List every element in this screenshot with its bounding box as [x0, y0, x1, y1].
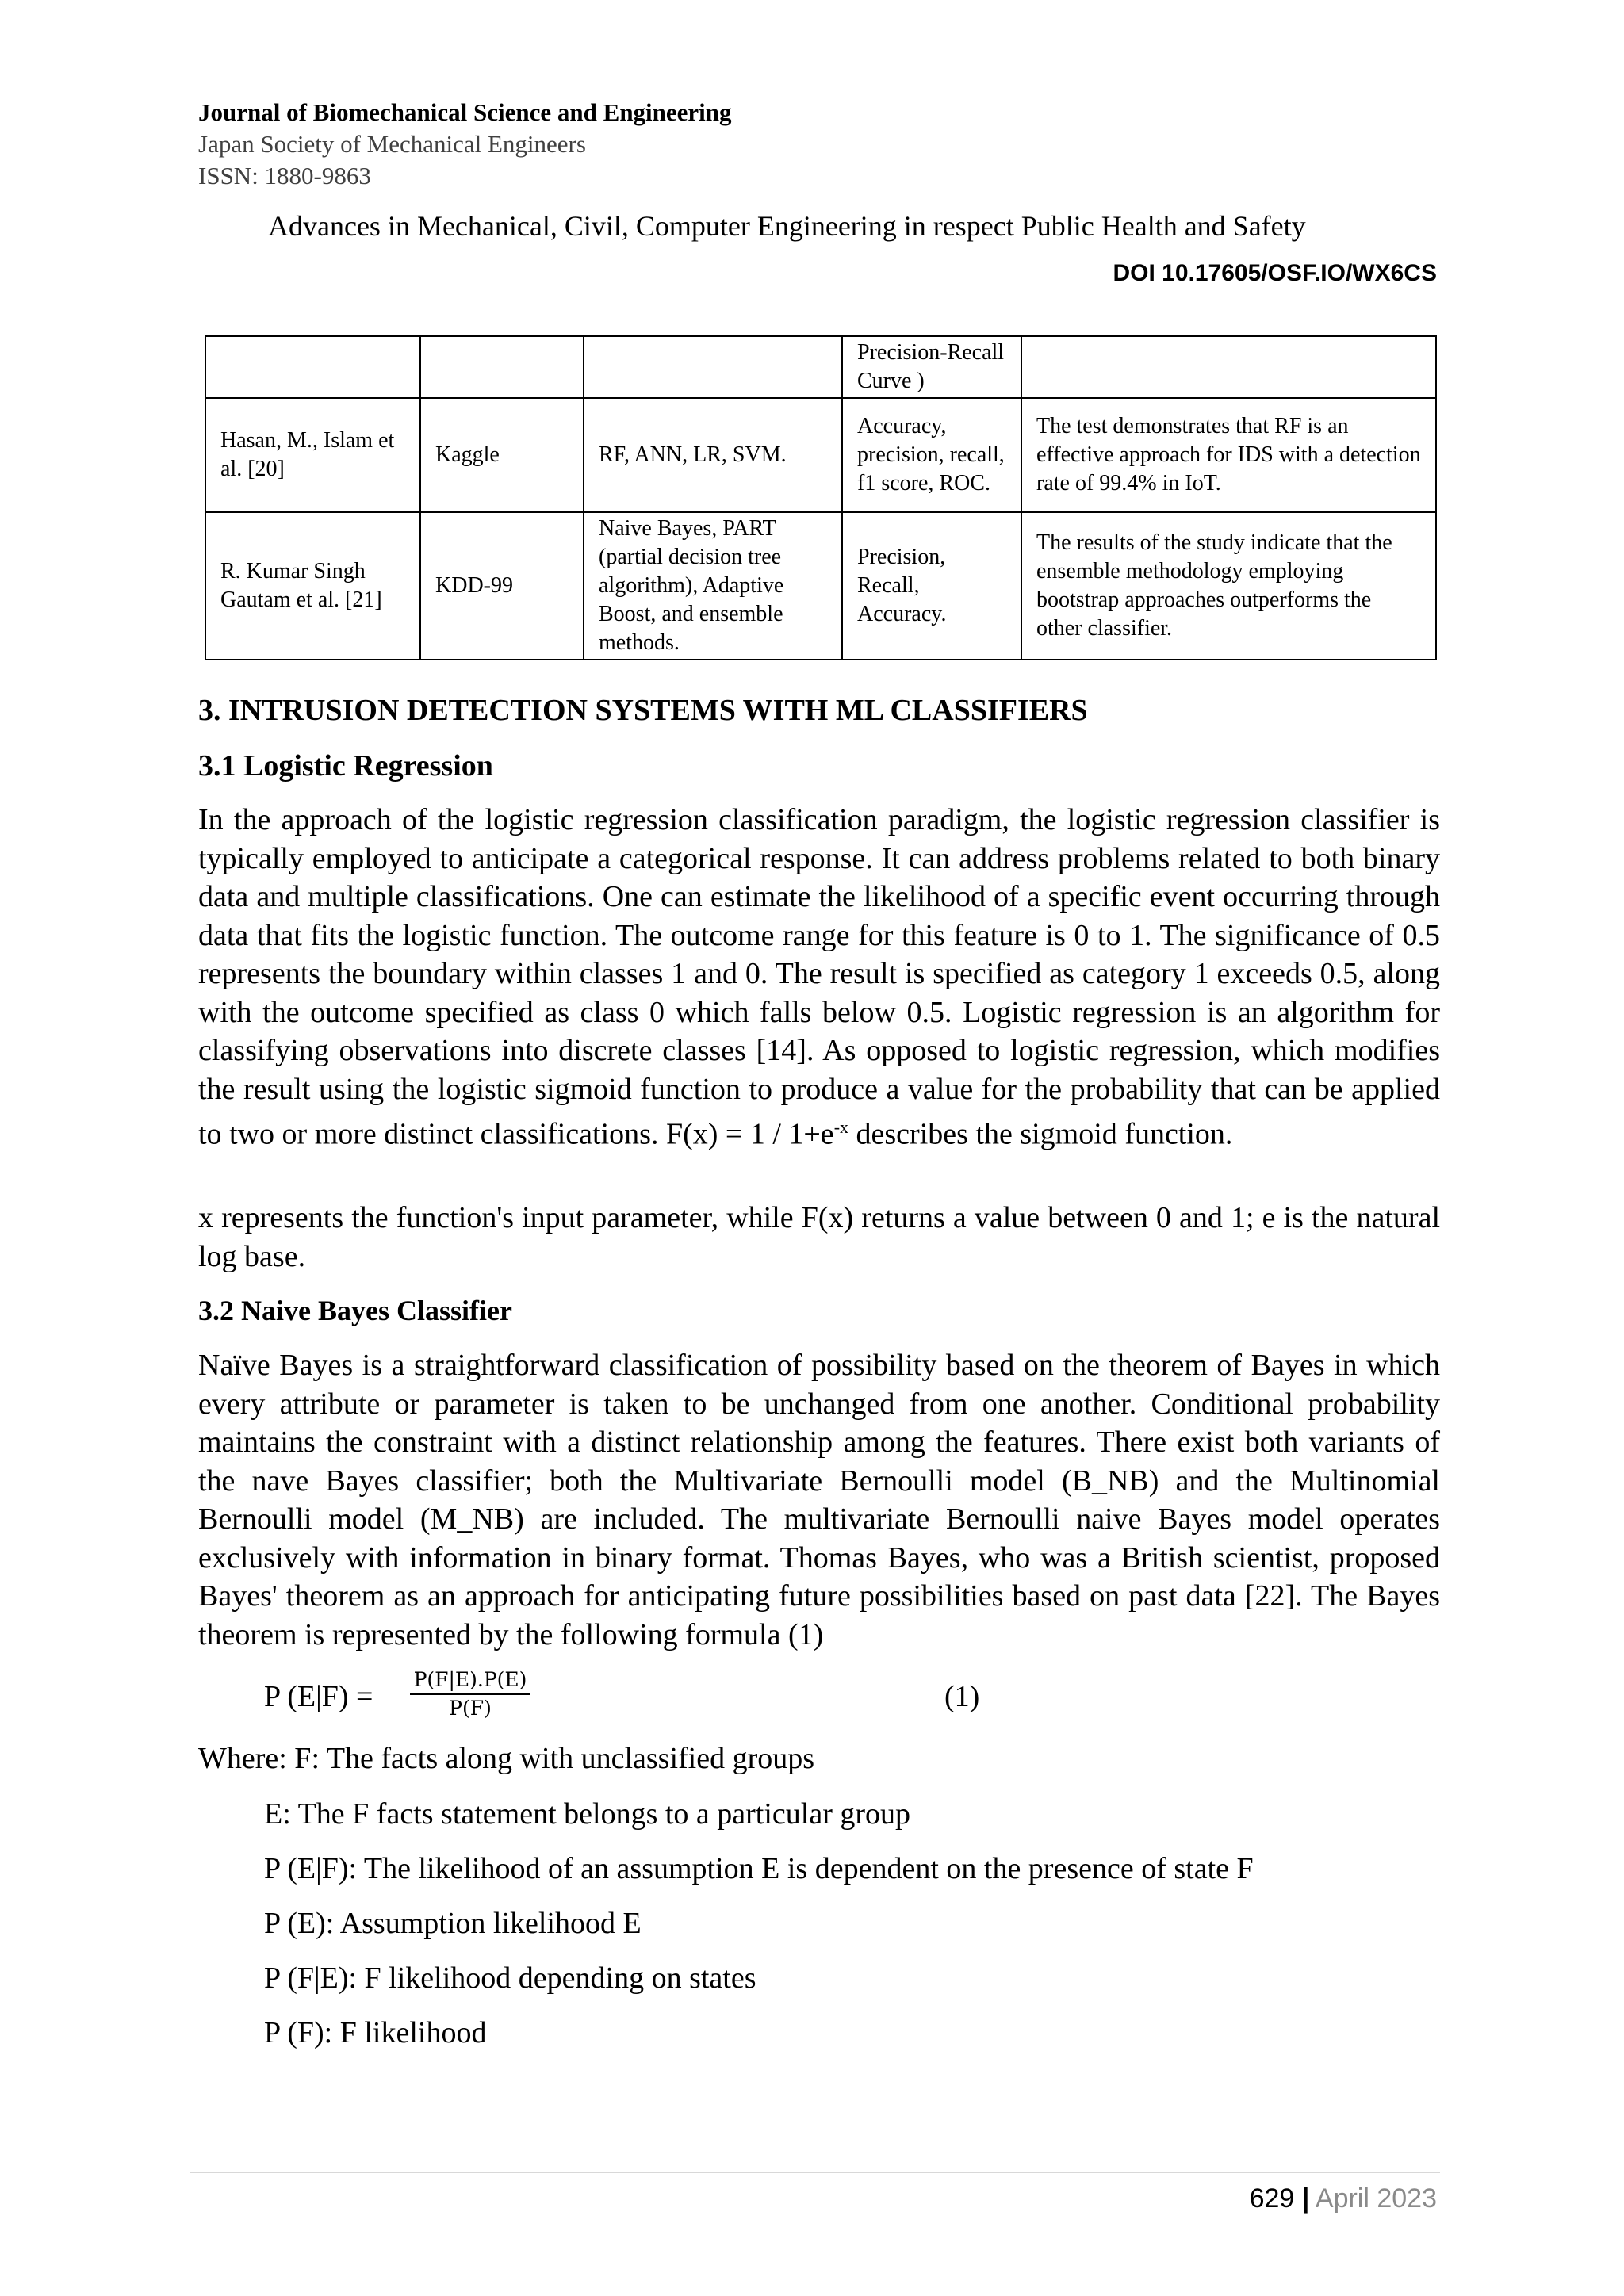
table-cell-author: R. Kumar Singh Gautam et al. [21] — [205, 512, 420, 660]
paragraph-naive-bayes: Naïve Bayes is a straightforward classification of possibility based on the theorem of Bayes in which every attribute or parameter is taken to be unchanged from one another. Conditional probability maintains the constraint with a distinct relationship among the features. There exist both variants of the nave Bayes classifier; both the Multivariate Bernoulli model (B_NB) and the Multinomial Bernoulli model (M_NB) are included. The multivariate Bernoulli naive Bayes model operates exclusively with information in binary format. Thomas Bayes, who was a British scientist, proposed Bayes' theorem as an approach for anticipating future possibilities based on past data [22]. The Bayes theorem is represented by the following formula (1) — [198, 1349, 1440, 1651]
paragraph-sigmoid-explanation: x represents the function's input parameter, while F(x) returns a value between 0 and 1; e is the natural log base. — [198, 1201, 1440, 1273]
table-cell-dataset — [420, 336, 584, 398]
table-row — [205, 336, 1436, 398]
definition-item: P (F): F likelihood — [264, 2016, 487, 2049]
table-cell-author: Hasan, M., Islam et al. [20] — [205, 398, 420, 512]
formula-lhs: P (E|F) = — [264, 1680, 373, 1713]
where-line: Where: F: The facts along with unclassified groups — [198, 1742, 815, 1775]
paragraph-logistic-regression — [198, 801, 1440, 1154]
table-cell-dataset: KDD-99 — [420, 512, 584, 660]
subsection-heading-logistic-regression: 3.1 Logistic Regression — [198, 749, 493, 783]
subsection-heading-naive-bayes: 3.2 Naive Bayes Classifier — [198, 1295, 512, 1326]
table-cell-dataset: Kaggle — [420, 398, 584, 512]
table-cell-author — [205, 336, 420, 398]
formula-denominator: P(F) — [449, 1697, 492, 1720]
formula-number: (1) — [944, 1680, 980, 1713]
table-row — [205, 398, 1436, 512]
paragraph-text-tail: describes the sigmoid function. — [848, 1117, 1233, 1151]
table-cell-metrics: Precision-Recall Curve ) — [842, 336, 1021, 398]
table-cell-methods: RF, ANN, LR, SVM. — [584, 398, 842, 512]
journal-name: Journal of Biomechanical Science and Engineering — [198, 98, 732, 126]
society-name: Japan Society of Mechanical Engineers — [198, 130, 586, 158]
table-cell-methods: Naive Bayes, PART (partial decision tree algorithm), Adaptive Boost, and ensemble methods. — [584, 512, 842, 660]
table-row — [205, 512, 1436, 660]
definition-item: P (E|F): The likelihood of an assumption E is dependent on the presence of state F — [264, 1852, 1254, 1885]
definition-item: P (E): Assumption likelihood E — [264, 1907, 642, 1940]
bayes-formula — [264, 1667, 1057, 1730]
literature-table — [205, 335, 1437, 660]
formula-fraction — [407, 1667, 534, 1722]
table-cell-finding — [1021, 336, 1436, 398]
formula-numerator: P(F|E).P(E) — [413, 1668, 527, 1691]
section-heading: 3. INTRUSION DETECTION SYSTEMS WITH ML CLASSIFIERS — [198, 694, 1088, 727]
table-cell-metrics: Accuracy, precision, recall, f1 score, ROC. — [842, 398, 1021, 512]
page-number: 629 — [1249, 2183, 1295, 2214]
table-cell-finding: The test demonstrates that RF is an effective approach for IDS with a detection rate of 99.4% in IoT. — [1021, 398, 1436, 512]
issn: ISSN: 1880-9863 — [198, 162, 371, 189]
footer-divider — [190, 2172, 1440, 2173]
series-title: Advances in Mechanical, Civil, Computer Engineering in respect Public Health and Safety — [268, 210, 1306, 242]
doi: DOI 10.17605/OSF.IO/WX6CS — [1113, 260, 1437, 286]
issue-date: April 2023 — [1315, 2183, 1437, 2214]
definition-item: E: The F facts statement belongs to a particular group — [264, 1797, 911, 1831]
table-cell-methods — [584, 336, 842, 398]
exponent: -x — [833, 1117, 849, 1137]
footer-separator: | — [1301, 2183, 1310, 2214]
paragraph-text: In the approach of the logistic regression classification paradigm, the logistic regression classifier is typically employed to anticipate a categorical response. It can address problems related to both binary data and multiple classifications. One can estimate the likelihood of a specific event occurring through data that fits the logistic function. The outcome range for this feature is 0 to 1. The significance of 0.5 represents the boundary within classes 1 and 0. The result is specified as category 1 exceeds 0.5, along with the outcome specified as class 0 which falls below 0.5. Logistic regression is an algorithm for classifying observations into discrete classes [14]. As opposed to logistic regression, which modifies the result using the logistic sigmoid function to produce a value for the probability that can be applied to two or more distinct classifications. F(x) = 1 / 1+e — [198, 803, 1440, 1151]
table-cell-metrics: Precision, Recall, Accuracy. — [842, 512, 1021, 660]
table-cell-finding: The results of the study indicate that the ensemble methodology employing bootstrap approaches outperforms the other classifier. — [1021, 512, 1436, 660]
page-footer — [1250, 2183, 1437, 2214]
definition-item: P (F|E): F likelihood depending on states — [264, 1961, 756, 1995]
